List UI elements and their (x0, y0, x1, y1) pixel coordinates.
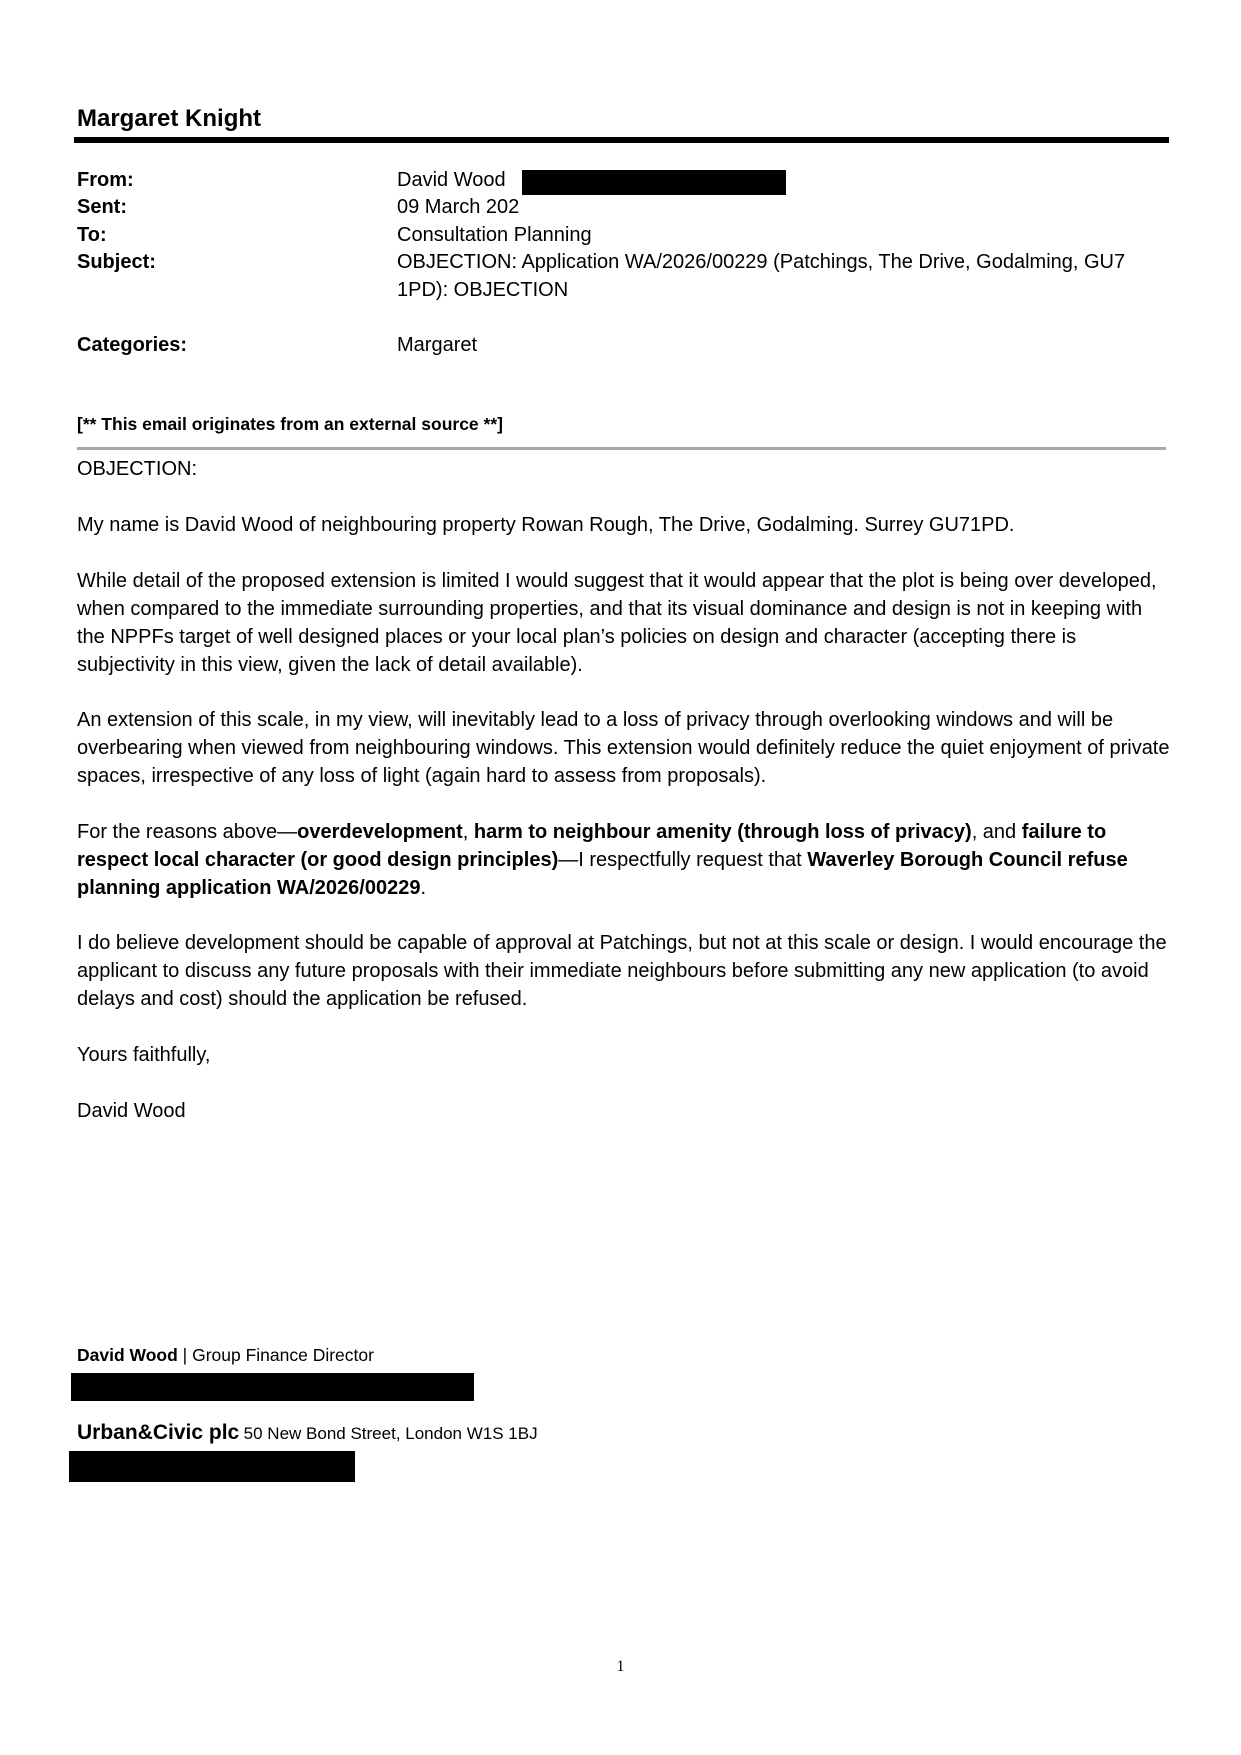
redaction-bar-email (522, 170, 786, 195)
categories-label: Categories: (77, 334, 188, 356)
to-value: Consultation Planning (397, 224, 592, 246)
sent-label: Sent: (77, 196, 127, 218)
bold-refusal-request: Waverley Borough Council refuse planning application WA/2026/00229 (77, 849, 1128, 899)
body-paragraph-5: I do believe development should be capable of approval at Patchings, but not at this scale or design. I would encourage the applicant to discuss any future proposals with their immediate neighbours before submitting any new application (to avoid delays and cost) should the application be refused. (77, 932, 1167, 1010)
company-name: Urban&Civic plc (77, 1421, 240, 1444)
redaction-bar-phone (69, 1451, 355, 1482)
external-source-notice: [** This email originates from an external source **] (77, 414, 503, 434)
bold-neighbour-amenity: harm to neighbour amenity (through loss of privacy) (473, 821, 972, 843)
bold-local-character: failure to respect local character (or good design principles) (77, 821, 1107, 871)
body-paragraph-2: While detail of the proposed extension is limited I would suggest that it would appear that the plot is being over developed, when compared to the immediate surrounding properties, and that its visual dominance and design is not in keeping with the NPPFs target of well designed places or your local plan’s policies on design and character (accepting there is subjectivity in this view, given the lack of detail available). (77, 570, 1157, 676)
sent-value: 09 March 202 (397, 196, 520, 218)
signature-line (77, 1343, 374, 1367)
body-paragraph-1: My name is David Wood of neighbouring property Rowan Rough, The Drive, Godalming. Surrey GU71PD. (77, 514, 1015, 536)
signature-separator: | (177, 1345, 193, 1365)
categories-value: Margaret (397, 334, 478, 356)
from-label: From: (77, 169, 134, 191)
bold-overdevelopment: overdevelopment (297, 821, 463, 843)
signoff-name: David Wood (77, 1100, 186, 1122)
company-address: 50 New Bond Street, London W1S 1BJ (243, 1424, 538, 1443)
from-value: David Wood (397, 169, 506, 191)
redaction-bar-contact (71, 1373, 474, 1401)
to-label: To: (77, 224, 107, 246)
objection-heading: OBJECTION: (77, 458, 198, 480)
signature-role: Group Finance Director (192, 1345, 374, 1365)
closing: Yours faithfully, (77, 1044, 211, 1066)
body-paragraph-4: For the reasons above—overdevelopment, harm to neighbour amenity (through loss of privacy), and failure to respect local character (or good design principles)—I respectfully request that Waverley Borough Council refuse planning application WA/2026/00229. (77, 821, 1128, 899)
mailbox-owner-title: Margaret Knight (77, 105, 262, 132)
subject-label: Subject: (77, 251, 156, 273)
subject-line-2: 1PD): OBJECTION (397, 279, 569, 301)
subject-line-1: OBJECTION: Application WA/2026/00229 (Patchings, The Drive, Godalming, GU7 (397, 251, 1126, 273)
title-rule (74, 137, 1169, 143)
page-number: 1 (616, 1658, 625, 1675)
notice-divider (77, 447, 1166, 450)
signature-name: David Wood (77, 1345, 178, 1365)
company-line (77, 1418, 538, 1450)
body-paragraph-3: An extension of this scale, in my view, will inevitably lead to a loss of privacy through overlooking windows and will be overbearing when viewed from neighbouring windows. This extension would definitely reduce the quiet enjoyment of private spaces, irrespective of any loss of light (again hard to assess from proposals). (77, 709, 1170, 787)
body-heading (77, 455, 1172, 483)
